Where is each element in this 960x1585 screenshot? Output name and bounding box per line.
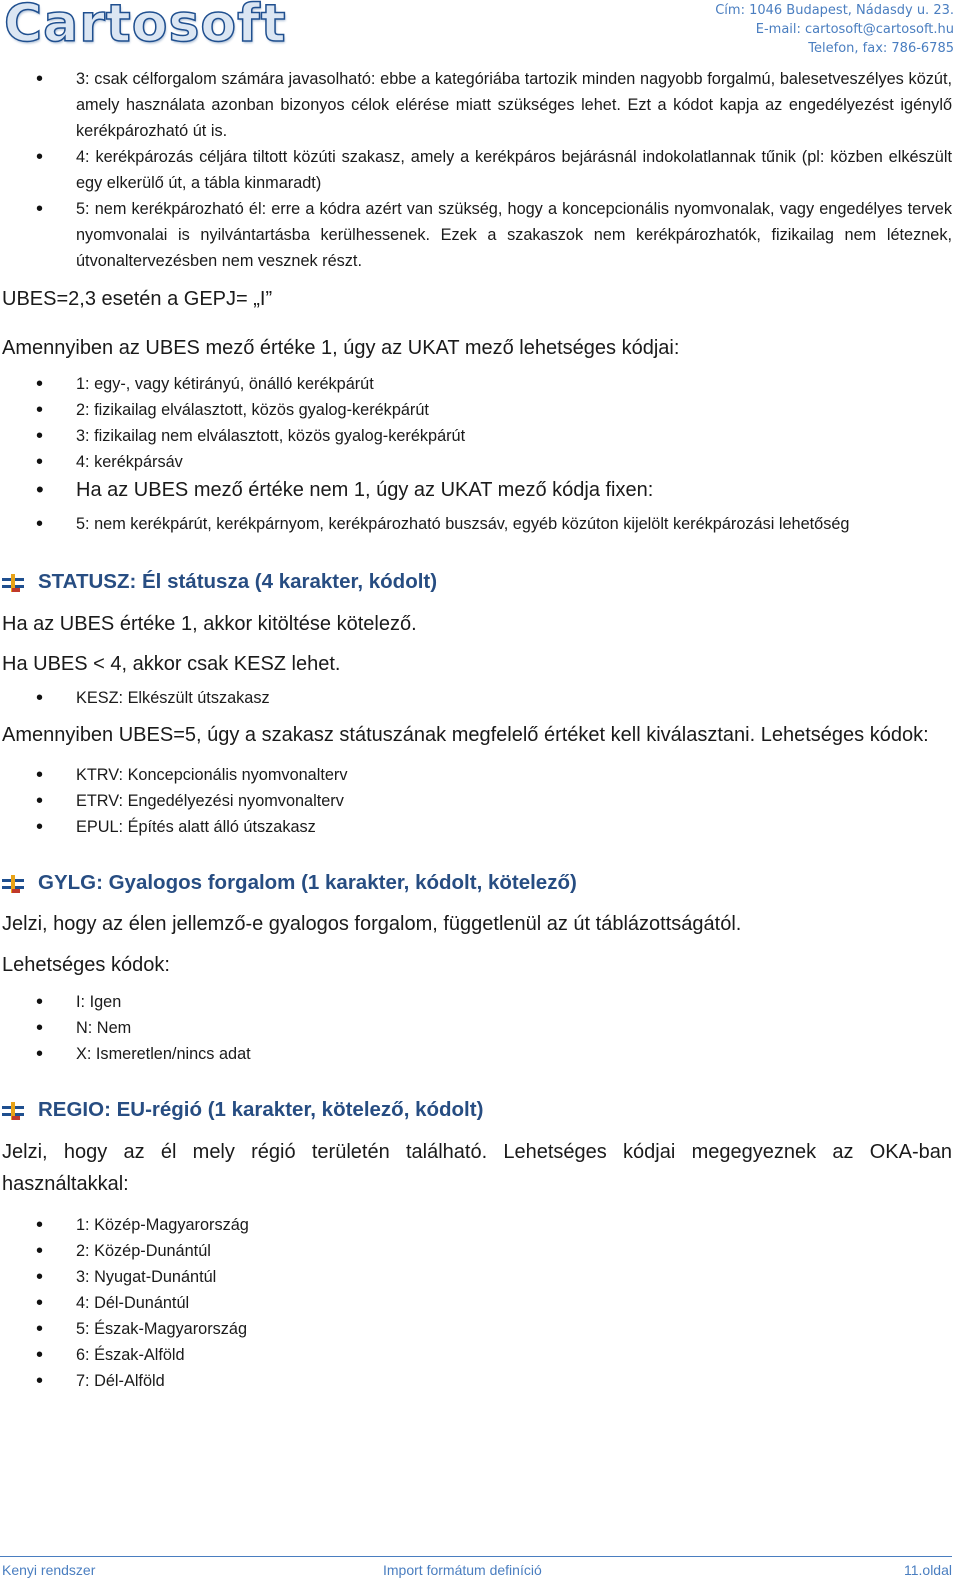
list-item: • 2: Közép-Dunántúl — [0, 1238, 952, 1264]
list-item: • 4: Dél-Dunántúl — [0, 1290, 952, 1316]
list-item: • ETRV: Engedélyezési nyomvonalterv — [0, 788, 952, 814]
footer-divider — [0, 1556, 952, 1557]
contact-info — [715, 1, 954, 58]
list-item: • 5: Észak-Magyarország — [0, 1316, 952, 1342]
list-item: • 1: Közép-Magyarország — [0, 1212, 952, 1238]
ukat-code-list — [0, 371, 952, 537]
contact-phone: Telefon, fax: 786-6785 — [808, 41, 954, 56]
list-item: • 7: Dél-Alföld — [0, 1368, 952, 1394]
list-item: • KESZ: Elkészült útszakasz — [0, 685, 952, 711]
page-number: 11.oldal — [903, 1562, 952, 1578]
list-item: • 3: csak célforgalom számára javasolható: ebbe a kategóriába tartozik minden nagyobb forgalmú, balesetveszélyes közút, amely használata azonban bizonyos célok elérése miatt szükséges lehet. Ezt a kódot kapja az engedélyezést igénylő kerékpározható út is. — [0, 66, 952, 144]
gylg-code-list — [0, 989, 952, 1067]
statusz-para: Ha az UBES értéke 1, akkor kitöltése kötelező. — [2, 613, 417, 635]
list-item: • 1: egy-, vagy kétirányú, önálló kerékpárút — [0, 371, 952, 397]
contact-email: E-mail: cartosoft@cartosoft.hu — [755, 22, 954, 37]
list-item: • 3: fizikailag nem elválasztott, közös gyalog-kerékpárút — [0, 423, 952, 449]
list-item: • KTRV: Koncepcionális nyomvonalterv — [0, 762, 952, 788]
ukat-intro: Amennyiben az UBES mező értéke 1, úgy az UKAT mező lehetséges kódjai: — [2, 337, 680, 359]
list-item: • 5: nem kerékpározható él: erre a kódra azért van szükség, hogy a koncepcionális nyomvonalak, vagy engedélyes tervek nyomvonalai is nyilvántartásba kerülhessenek. Ezek a szakaszok nem kerékpározhatók, fizikailag nem léteznek, útvonaltervezésben nem vesznek részt. — [0, 196, 952, 274]
contact-address: Cím: 1046 Budapest, Nádasdy u. 23. — [715, 3, 954, 18]
heading-text: GYLG: Gyalogos forgalom (1 karakter, kódolt, kötelező) — [38, 871, 577, 894]
heading-text: REGIO: EU-régió (1 karakter, kötelező, kódolt) — [38, 1098, 484, 1121]
list-item: • 5: nem kerékpárút, kerékpárnyom, kerékpározható buszsáv, egyéb közúton kijelölt kerékpározási lehetőség — [0, 511, 952, 537]
gylg-heading — [0, 868, 952, 898]
list-item: • 4: kerékpársáv — [0, 449, 952, 475]
list-item: • 4: kerékpározás céljára tiltott közúti szakasz, amely a kerékpáros bejárásnál indokolatlannak tűnik (pl: közben elkészült egy elkerülő út, a tábla kinmaradt) — [0, 144, 952, 196]
regio-para: Jelzi, hogy az él mely régió területén található. Lehetséges kódjai megegyeznek az OKA-ban használtakkal: — [2, 1141, 952, 1195]
list-item: • 2: fizikailag elválasztott, közös gyalog-kerékpárút — [0, 397, 952, 423]
list-item: • N: Nem — [0, 1015, 952, 1041]
cartosoft-logo: Cartosoft — [4, 0, 287, 54]
section-marker-icon — [2, 574, 24, 592]
list-item: • Ha az UBES mező értéke nem 1, úgy az UKAT mező kódja fixen: — [0, 475, 952, 505]
gylg-para: Jelzi, hogy az élen jellemző-e gyalogos forgalom, függetlenül az út táblázottságától. — [2, 913, 742, 935]
ubes-gepj-note: UBES=2,3 esetén a GEPJ= „I” — [2, 288, 273, 310]
statusz-code-list — [0, 762, 952, 840]
document-body — [0, 66, 952, 1394]
section-marker-icon — [2, 875, 24, 893]
statusz-para: Amennyiben UBES=5, úgy a szakasz státuszának megfelelő értéket kell kiválasztani. Lehetséges kódok: — [2, 724, 929, 746]
statusz-heading — [0, 567, 952, 597]
ubes-code-list — [0, 66, 952, 274]
regio-heading — [0, 1095, 952, 1125]
list-item: • 6: Észak-Alföld — [0, 1342, 952, 1368]
statusz-para: Ha UBES < 4, akkor csak KESZ lehet. — [2, 653, 341, 675]
regio-code-list — [0, 1212, 952, 1394]
footer-left: Kenyi rendszer — [2, 1562, 96, 1578]
footer-center: Import formátum definíció — [383, 1562, 542, 1578]
list-item: • EPUL: Építés alatt álló útszakasz — [0, 814, 952, 840]
gylg-para: Lehetséges kódok: — [2, 954, 170, 976]
statusz-list — [0, 685, 952, 711]
heading-text: STATUSZ: Él státusza (4 karakter, kódolt) — [38, 570, 438, 593]
section-marker-icon — [2, 1102, 24, 1120]
page-footer — [0, 1556, 952, 1585]
list-item: • I: Igen — [0, 989, 952, 1015]
page-header — [0, 0, 960, 58]
list-item: • 3: Nyugat-Dunántúl — [0, 1264, 952, 1290]
list-item: • X: Ismeretlen/nincs adat — [0, 1041, 952, 1067]
